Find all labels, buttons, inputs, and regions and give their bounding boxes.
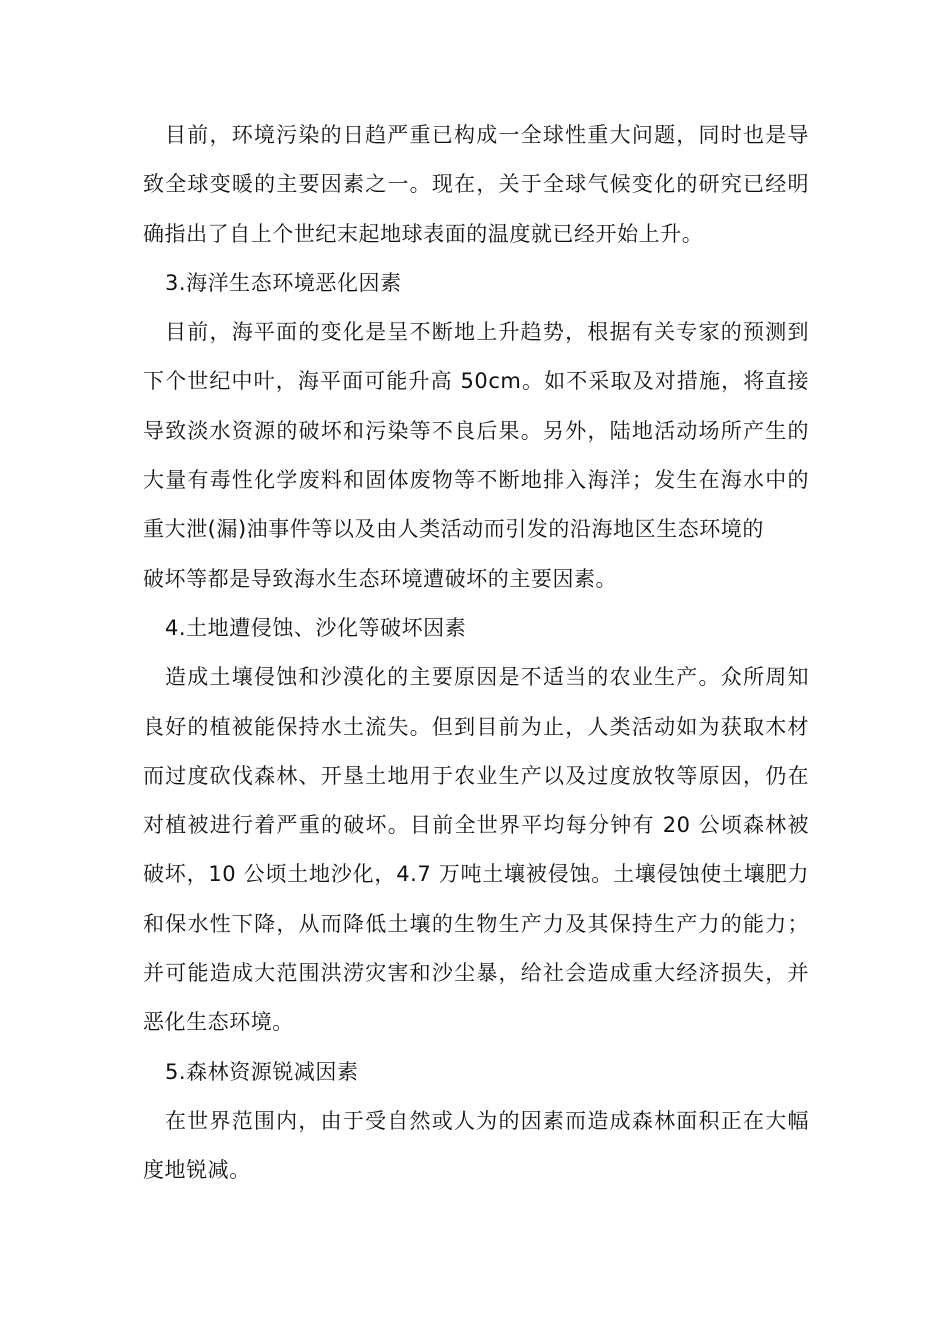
text-line: 对植被进行着严重的破坏。目前全世界平均每分钟有 20 公顷森林被 bbox=[143, 813, 809, 838]
text-line: 目前，海平面的变化是呈不断地上升趋势，根据有关专家的预测到 bbox=[165, 320, 809, 345]
text-line: 破坏，10 公顷土地沙化，4.7 万吨土壤被侵蚀。土壤侵蚀使土壤肥力 bbox=[143, 862, 809, 887]
section-heading: 5.森林资源锐减因素 bbox=[165, 1059, 359, 1084]
text-line: 并可能造成大范围洪涝灾害和沙尘暴，给社会造成重大经济损失，并 bbox=[143, 961, 809, 986]
text-line: 确指出了自上个世纪末起地球表面的温度就已经开始上升。 bbox=[143, 221, 704, 246]
text-line: 良好的植被能保持水土流失。但到目前为止，人类活动如为获取木材 bbox=[143, 714, 809, 739]
text-line: 致全球变暖的主要因素之一。现在，关于全球气候变化的研究已经明 bbox=[143, 172, 809, 197]
text-line: 恶化生态环境。 bbox=[143, 1010, 294, 1035]
text-line: 和保水性下降，从而降低土壤的生物生产力及其保持生产力的能力； bbox=[143, 911, 809, 936]
text-line: 度地锐减。 bbox=[143, 1158, 251, 1183]
section-heading: 3.海洋生态环境恶化因素 bbox=[165, 270, 402, 295]
text-line: 造成土壤侵蚀和沙漠化的主要原因是不适当的农业生产。众所周知 bbox=[165, 665, 809, 690]
text-line: 而过度砍伐森林、开垦土地用于农业生产以及过度放牧等原因，仍在 bbox=[143, 763, 809, 788]
text-line: 重大泄(漏)油事件等以及由人类活动而引发的沿海地区生态环境的 bbox=[143, 517, 764, 542]
text-line: 目前，环境污染的日趋严重已构成一全球性重大问题，同时也是导 bbox=[165, 123, 809, 147]
text-line: 下个世纪中叶，海平面可能升高 50cm。如不采取及对措施，将直接 bbox=[143, 369, 809, 394]
text-line: 大量有毒性化学废料和固体废物等不断地排入海洋；发生在海水中的 bbox=[143, 468, 809, 493]
text-line: 破坏等都是导致海水生态环境遭破坏的主要因素。 bbox=[143, 566, 618, 591]
document-body bbox=[143, 111, 809, 1196]
text-line: 在世界范围内，由于受自然或人为的因素而造成森林面积正在大幅 bbox=[165, 1108, 809, 1133]
section-heading: 4.土地遭侵蚀、沙化等破坏因素 bbox=[165, 615, 467, 640]
text-line: 导致淡水资源的破坏和污染等不良后果。另外，陆地活动场所产生的 bbox=[143, 418, 809, 443]
